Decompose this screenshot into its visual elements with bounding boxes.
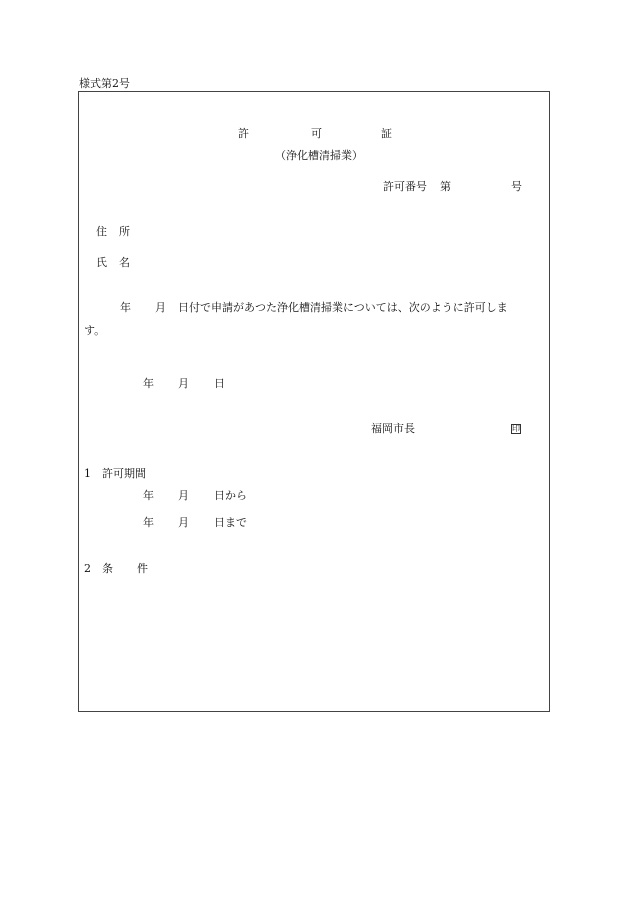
permit-number-suffix: 号 [511, 180, 522, 193]
seal-icon: 印 [512, 424, 520, 433]
date-day: 日 [214, 377, 225, 390]
period-from-month: 月 [178, 489, 189, 502]
period-to-month: 月 [178, 516, 189, 529]
body-line-1: 日付で申請があつた浄化槽清掃業については、次のように許可しま [178, 301, 508, 314]
address-label-char-1: 住 [96, 225, 107, 238]
conditions-number: 2 [84, 562, 91, 575]
permit-certificate-frame [78, 91, 550, 712]
title-char-2: 可 [311, 127, 322, 140]
issuer-name: 福岡市長 [371, 422, 415, 435]
period-from-year: 年 [143, 489, 154, 502]
title-char-1: 許 [238, 127, 249, 140]
date-year: 年 [143, 377, 154, 390]
period-heading: 1 許可期間 [84, 467, 146, 480]
body-line-2: す。 [84, 324, 106, 337]
name-label-char-1: 氏 [96, 256, 107, 269]
period-from-day: 日から [214, 489, 247, 502]
body-month: 月 [155, 301, 166, 314]
conditions-label-char-1: 条 [102, 562, 113, 575]
body-year: 年 [120, 301, 131, 314]
period-to-year: 年 [143, 516, 154, 529]
conditions-label-char-2: 件 [137, 562, 148, 575]
date-month: 月 [178, 377, 189, 390]
address-label-char-2: 所 [119, 225, 130, 238]
issuer-seal [511, 422, 521, 435]
name-label-char-2: 名 [119, 256, 130, 269]
form-number-label: 様式第2号 [79, 77, 130, 90]
title-char-3: 証 [381, 127, 392, 140]
permit-number-prefix: 第 [440, 180, 451, 193]
period-to-day: 日まで [214, 516, 247, 529]
permit-number-label: 許可番号 [383, 180, 427, 193]
subtitle: （浄化槽清掃業） [275, 149, 363, 162]
